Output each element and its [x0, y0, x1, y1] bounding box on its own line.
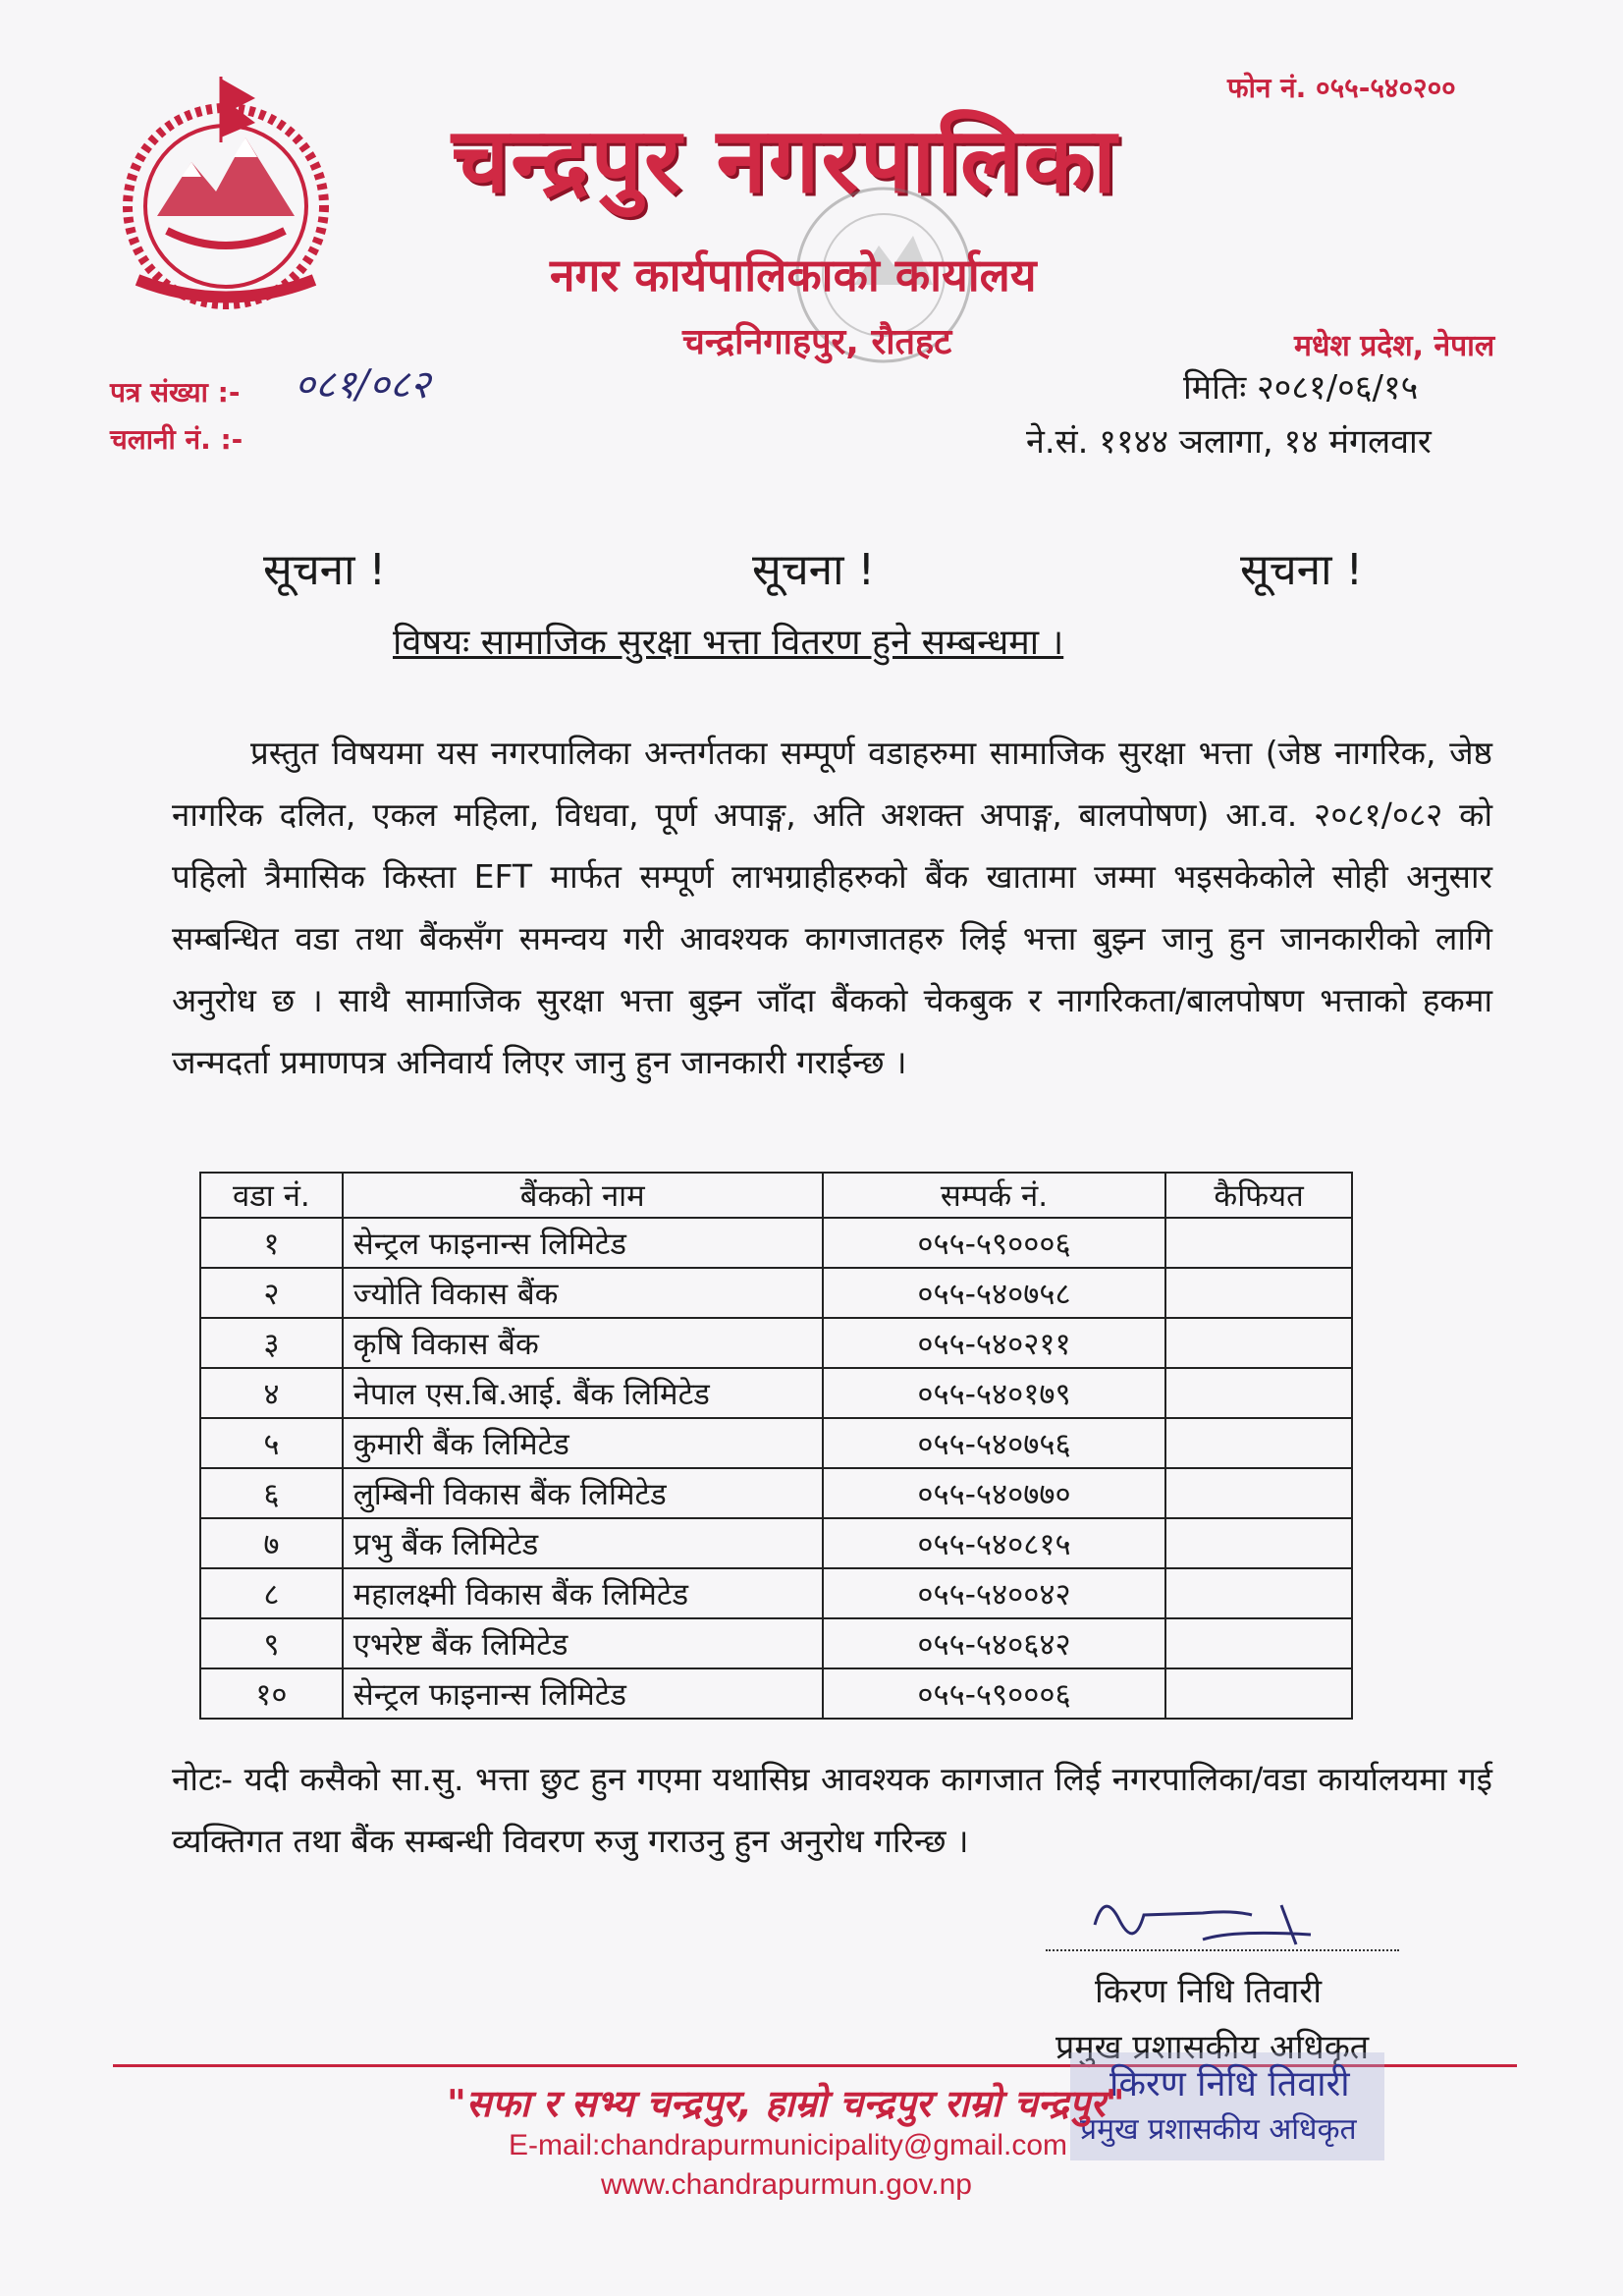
signatory-name: किरण निधि तिवारी	[1095, 1972, 1323, 2011]
cell-bank-name: महालक्ष्मी विकास बैंक लिमिटेड	[343, 1568, 823, 1618]
notice-body-text: प्रस्तुत विषयमा यस नगरपालिका अन्तर्गतका सम्पूर्ण वडाहरुमा सामाजिक सुरक्षा भत्ता (जेष्ठ नागरिक, जेष्ठ नागरिक दलित, एकल महिला, विधवा, पूर्ण अपाङ्ग, अति अशक्त अपाङ्ग, बालपोषण) आ.व. २०८१/०८२ को पहिलो त्रैमासिक किस्ता EFT मार्फत सम्पूर्ण लाभग्राहीहरुको बैंक खातामा जम्मा भइसकेकोले सोही अनुसार सम्बन्धित वडा तथा बैंकसँग समन्वय गरी आवश्यक कागजातहरु लिई भत्ता बुझ्न जानु हुन जानकारीको लागि अनुरोध छ । साथै सामाजिक सुरक्षा भत्ता बुझ्न जाँदा बैंकको चेकबुक र नागरिकता/बालपोषण भत्ताको हकमा जन्मदर्ता प्रमाणपत्र अनिवार्य लिएर जानु हुन जानकारी गराईन्छ ।	[172, 734, 1492, 1081]
cell-contact-no: ०५५-५९०००६	[823, 1668, 1165, 1719]
header-contact-no: सम्पर्क नं.	[823, 1173, 1165, 1218]
signatory-designation: प्रमुख प्रशासकीय अधिकृत	[1055, 2028, 1370, 2067]
letter-number-label: पत्र संख्या :-	[110, 376, 241, 409]
notice-body	[172, 722, 1492, 1093]
cell-remarks	[1165, 1518, 1352, 1568]
notice-heading-right: सूचना !	[1240, 545, 1364, 595]
phone-number: फोन नं. ०५५-५४०२००	[1227, 72, 1456, 104]
footer-slogan: "सफा र सभ्य चन्द्रपुर, हाम्रो चन्द्रपुर राम्रो चन्द्रपुर"	[447, 2082, 1125, 2125]
header-bank-name: बैंकको नाम	[343, 1173, 823, 1218]
cell-bank-name: नेपाल एस.बि.आई. बैंक लिमिटेड	[343, 1368, 823, 1418]
header-ward-no: वडा नं.	[200, 1173, 343, 1218]
notice-heading-left: सूचना !	[263, 545, 387, 595]
cell-contact-no: ०५५-५४००४२	[823, 1568, 1165, 1618]
cell-bank-name: लुम्बिनी विकास बैंक लिमिटेड	[343, 1468, 823, 1518]
cell-bank-name: ज्योति विकास बैंक	[343, 1268, 823, 1318]
cell-remarks	[1165, 1668, 1352, 1719]
nepal-government-emblem-icon	[98, 69, 353, 314]
table-row	[200, 1418, 1352, 1468]
cell-remarks	[1165, 1568, 1352, 1618]
table-row	[200, 1318, 1352, 1368]
cell-ward-no: १	[200, 1218, 343, 1268]
nepal-sambat-date: ने.सं. ११४४ ञलागा, १४ मंगलवार	[1026, 422, 1432, 462]
table-row	[200, 1218, 1352, 1268]
cell-ward-no: ९	[200, 1618, 343, 1668]
cell-contact-no: ०५५-५४०७५६	[823, 1418, 1165, 1468]
cell-ward-no: ६	[200, 1468, 343, 1518]
letter-number-value: ०८१/०८२	[295, 362, 431, 408]
notice-heading-center: सूचना !	[752, 545, 876, 595]
cell-bank-name: प्रभु बैंक लिमिटेड	[343, 1518, 823, 1568]
cell-ward-no: ७	[200, 1518, 343, 1568]
cell-ward-no: ४	[200, 1368, 343, 1418]
cell-bank-name: कृषि विकास बैंक	[343, 1318, 823, 1368]
cell-ward-no: ५	[200, 1418, 343, 1468]
cell-bank-name: कुमारी बैंक लिमिटेड	[343, 1418, 823, 1468]
dispatch-number-label: चलानी नं. :-	[110, 423, 243, 456]
signature-line	[1046, 1949, 1399, 1951]
table-row	[200, 1368, 1352, 1418]
cell-bank-name: सेन्ट्रल फाइनान्स लिमिटेड	[343, 1218, 823, 1268]
cell-contact-no: ०५५-५९०००६	[823, 1218, 1165, 1268]
cell-contact-no: ०५५-५४०१७९	[823, 1368, 1165, 1418]
cell-ward-no: ३	[200, 1318, 343, 1368]
cell-remarks	[1165, 1318, 1352, 1368]
province-label: मधेश प्रदेश, नेपाल	[1294, 329, 1495, 363]
stamp-designation: प्रमुख प्रशासकीय अधिकृत	[1080, 2112, 1357, 2147]
office-subtitle: नगर कार्यपालिकाको कार्यालय	[550, 248, 1037, 301]
footer-email: E-mail:chandrapurmunicipality@gmail.com	[509, 2129, 1067, 2161]
cell-remarks	[1165, 1618, 1352, 1668]
cell-contact-no: ०५५-५४०७७०	[823, 1468, 1165, 1518]
cell-bank-name: एभरेष्ट बैंक लिमिटेड	[343, 1618, 823, 1668]
office-location: चन्द्रनिगाहपुर, रौतहट	[682, 322, 952, 362]
table-row	[200, 1568, 1352, 1618]
bank-contact-table	[199, 1172, 1353, 1720]
note-text: नोटः- यदी कसैको सा.सु. भत्ता छुट हुन गएमा यथासिघ्र आवश्यक कागजात लिई नगरपालिका/वडा कार्यालयमा गई व्यक्तिगत तथा बैंक सम्बन्धी विवरण रुजु गराउनु हुन अनुरोध गरिन्छ ।	[172, 1760, 1492, 1860]
table-row	[200, 1618, 1352, 1668]
table-row	[200, 1468, 1352, 1518]
cell-remarks	[1165, 1268, 1352, 1318]
cell-bank-name: सेन्ट्रल फाइनान्स लिमिटेड	[343, 1668, 823, 1719]
cell-remarks	[1165, 1418, 1352, 1468]
cell-ward-no: ८	[200, 1568, 343, 1618]
cell-contact-no: ०५५-५४०७५८	[823, 1268, 1165, 1318]
table-header-row	[200, 1173, 1352, 1218]
cell-contact-no: ०५५-५४०८१५	[823, 1518, 1165, 1568]
cell-ward-no: १०	[200, 1668, 343, 1719]
table-row	[200, 1668, 1352, 1719]
table-row	[200, 1518, 1352, 1568]
notice-subject: विषयः सामाजिक सुरक्षा भत्ता वितरण हुने सम्बन्धमा ।	[393, 623, 1064, 663]
cell-contact-no: ०५५-५४०२११	[823, 1318, 1165, 1368]
cell-remarks	[1165, 1218, 1352, 1268]
cell-contact-no: ०५५-५४०६४२	[823, 1618, 1165, 1668]
cell-remarks	[1165, 1468, 1352, 1518]
table-row	[200, 1268, 1352, 1318]
stamp-name: किरण निधि तिवारी	[1109, 2064, 1350, 2105]
footer-website: www.chandrapurmun.gov.np	[601, 2168, 972, 2201]
cell-remarks	[1165, 1368, 1352, 1418]
cell-ward-no: २	[200, 1268, 343, 1318]
header-remarks: कैफियत	[1165, 1173, 1352, 1218]
municipality-title: चन्द्रपुर नगरपालिका	[452, 108, 1118, 213]
letter-date: मितिः २०८१/०६/१५	[1183, 368, 1419, 408]
handwritten-signature	[1085, 1886, 1330, 1954]
